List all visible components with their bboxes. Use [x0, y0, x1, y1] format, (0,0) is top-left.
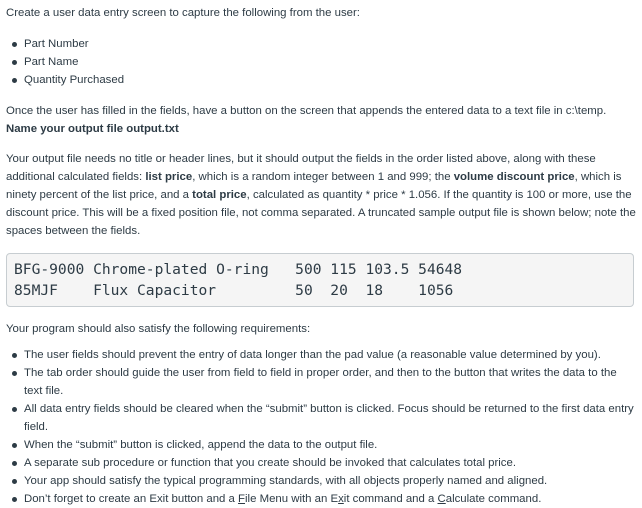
sample-output-line: BFG-9000 Chrome-plated O-ring 500 115 103.5 54648: [14, 261, 463, 278]
total-price-bold: total price: [192, 189, 247, 201]
sample-output-block: [6, 253, 634, 307]
output-text-1: Your output file needs no title or header lines, but it should output the fields in the order listed above, along with these additional calculated fields:: [6, 153, 596, 183]
req-text-pre: Don’t forget to create an Exit button and a: [24, 493, 235, 505]
file-mnemonic: F: [238, 493, 246, 505]
output-text-2: , which is a random integer between 1 and 999; the: [192, 171, 451, 183]
req-text-calc: alculate command.: [445, 493, 542, 505]
fields-list: [6, 35, 636, 89]
list-item: Quantity Purchased: [24, 71, 636, 89]
req-text-exit: it command and a: [343, 493, 435, 505]
output-text-4: , calculated as quantity * price * 1.056. If the quantity is 100 or more, use the discount price. This will be a fixed position file, not comma separated. A truncated sample output file is shown below; note the spaces between the fields.: [6, 189, 636, 237]
output-text-3: , which is ninety percent of the list price, and a: [6, 171, 622, 201]
list-item: Part Number: [24, 35, 636, 53]
output-paragraph: [6, 150, 636, 240]
requirements-intro: Your program should also satisfy the following requirements:: [6, 323, 311, 335]
list-item: Part Name: [24, 53, 636, 71]
list-item: [24, 490, 636, 508]
intro-text: Create a user data entry screen to capture the following from the user:: [6, 7, 360, 19]
list-price-bold: list price: [145, 171, 193, 183]
requirements-list: [6, 346, 636, 508]
append-text: Once the user has filled in the fields, have a button on the screen that appends the entered data to a text file in c:\temp.: [6, 105, 607, 117]
list-item: The tab order should guide the user from field to field in proper order, and then to the button that writes the data to the text file.: [24, 364, 636, 400]
sample-output-line: 85MJF Flux Capacitor 50 20 18 1056: [14, 282, 454, 299]
list-item: The user fields should prevent the entry of data longer than the pad value (a reasonable value determined by you).: [24, 346, 636, 364]
calculate-mnemonic: C: [437, 493, 446, 505]
exit-mnemonic: x: [338, 493, 344, 505]
append-paragraph: [6, 102, 636, 138]
discount-price-bold: volume discount price: [453, 171, 575, 183]
list-item: A separate sub procedure or function that you create should be invoked that calculates total price.: [24, 454, 636, 472]
list-item: All data entry fields should be cleared when the “submit” button is clicked. Focus should be returned to the first data entry field.: [24, 400, 636, 436]
list-item: When the “submit” button is clicked, append the data to the output file.: [24, 436, 636, 454]
append-bold-text: Name your output file output.txt: [6, 123, 179, 135]
list-item: Your app should satisfy the typical programming standards, with all objects properly named and aligned.: [24, 472, 636, 490]
req-text-file: ile Menu with an E: [245, 493, 339, 505]
